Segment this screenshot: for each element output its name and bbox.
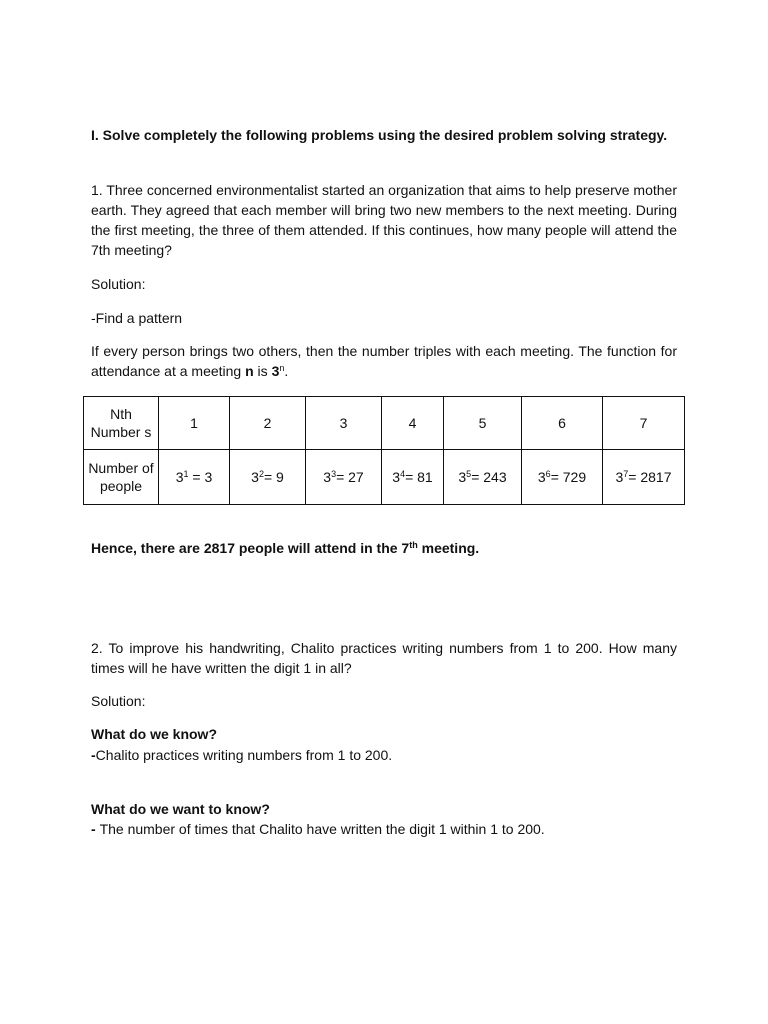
power-exponent: 2	[258, 469, 264, 479]
problem-2-solution-label: Solution:	[91, 693, 146, 709]
what-we-want-item	[91, 819, 677, 839]
power-base: 3	[537, 469, 546, 485]
section-heading: I. Solve completely the following problems using the desired problem solving strategy.	[91, 127, 668, 143]
explanation-mid: is	[253, 363, 272, 379]
table-cell	[444, 450, 522, 505]
power-result: = 27	[336, 469, 364, 485]
table-cell	[603, 450, 685, 505]
explanation-end: .	[284, 363, 289, 379]
problem-1-conclusion	[91, 538, 677, 558]
table-cell	[230, 450, 306, 505]
row-header-number-of-people: Number of people	[84, 450, 159, 505]
table-cell: 7	[603, 397, 685, 450]
what-we-want-heading: What do we want to know?	[91, 801, 270, 817]
power-result: = 3	[188, 469, 213, 485]
power-base: 3	[175, 469, 184, 485]
conclusion-end: meeting.	[417, 540, 480, 556]
table-row	[84, 397, 685, 450]
problem-2-text: 2. To improve his handwriting, Chalito practices writing numbers from 1 to 200. How many times will he have written the digit 1 in all?	[91, 640, 677, 676]
table-cell	[522, 450, 603, 505]
table-cell: 3	[306, 397, 382, 450]
explanation-base: 3	[271, 363, 280, 379]
power-result: = 729	[550, 469, 587, 485]
what-we-know-heading: What do we know?	[91, 726, 217, 742]
power-result: = 243	[471, 469, 507, 485]
table-cell	[382, 450, 444, 505]
table-cell: 1	[159, 397, 230, 450]
table-cell: 6	[522, 397, 603, 450]
problem-1-strategy: -Find a pattern	[91, 310, 183, 326]
table-cell	[159, 450, 230, 505]
table-cell: 4	[382, 397, 444, 450]
conclusion-superscript: th	[409, 540, 418, 550]
power-base: 3	[458, 469, 467, 485]
attendance-table	[83, 396, 685, 505]
power-result: = 81	[405, 469, 433, 485]
wanted-fact: The number of times that Chalito have written the digit 1 within 1 to 200.	[99, 821, 545, 837]
problem-1-text: 1. Three concerned environmentalist started an organization that aims to help preserve mother earth. They agreed that each member will bring two new members to the next meeting. During the first meeting, the three of them attended. If this continues, how many people will attend the 7th meeting?	[91, 182, 677, 258]
conclusion-text: Hence, there are 2817 people will attend in the 7	[91, 540, 410, 556]
what-we-know-item	[91, 745, 677, 765]
bullet-dash: -	[91, 821, 100, 837]
table-cell	[306, 450, 382, 505]
table-row	[84, 450, 685, 505]
row-header-nth-numbers: Nth Number s	[84, 397, 159, 450]
bullet-dash: -	[91, 747, 96, 763]
power-exponent: 3	[331, 469, 337, 479]
power-exponent: 5	[466, 469, 472, 479]
problem-1-explanation	[91, 341, 677, 381]
power-exponent: 7	[623, 469, 629, 479]
explanation-prefix: If every person brings two others, then the number triples with each meeting. The function for attendance at a meeting	[91, 343, 677, 379]
known-fact: Chalito practices writing numbers from 1 to 200.	[95, 747, 393, 763]
explanation-variable: n	[245, 363, 254, 379]
power-exponent: 1	[183, 469, 189, 479]
table-cell: 2	[230, 397, 306, 450]
problem-1-solution-label: Solution:	[91, 276, 146, 292]
power-exponent: 6	[545, 469, 551, 479]
table-cell: 5	[444, 397, 522, 450]
power-exponent: 4	[400, 469, 406, 479]
power-result: = 2817	[628, 469, 672, 485]
power-base: 3	[392, 469, 401, 485]
power-base: 3	[615, 469, 624, 485]
explanation-exponent: n	[279, 363, 285, 373]
power-base: 3	[323, 469, 332, 485]
power-result: = 9	[263, 469, 284, 485]
power-base: 3	[251, 469, 259, 485]
